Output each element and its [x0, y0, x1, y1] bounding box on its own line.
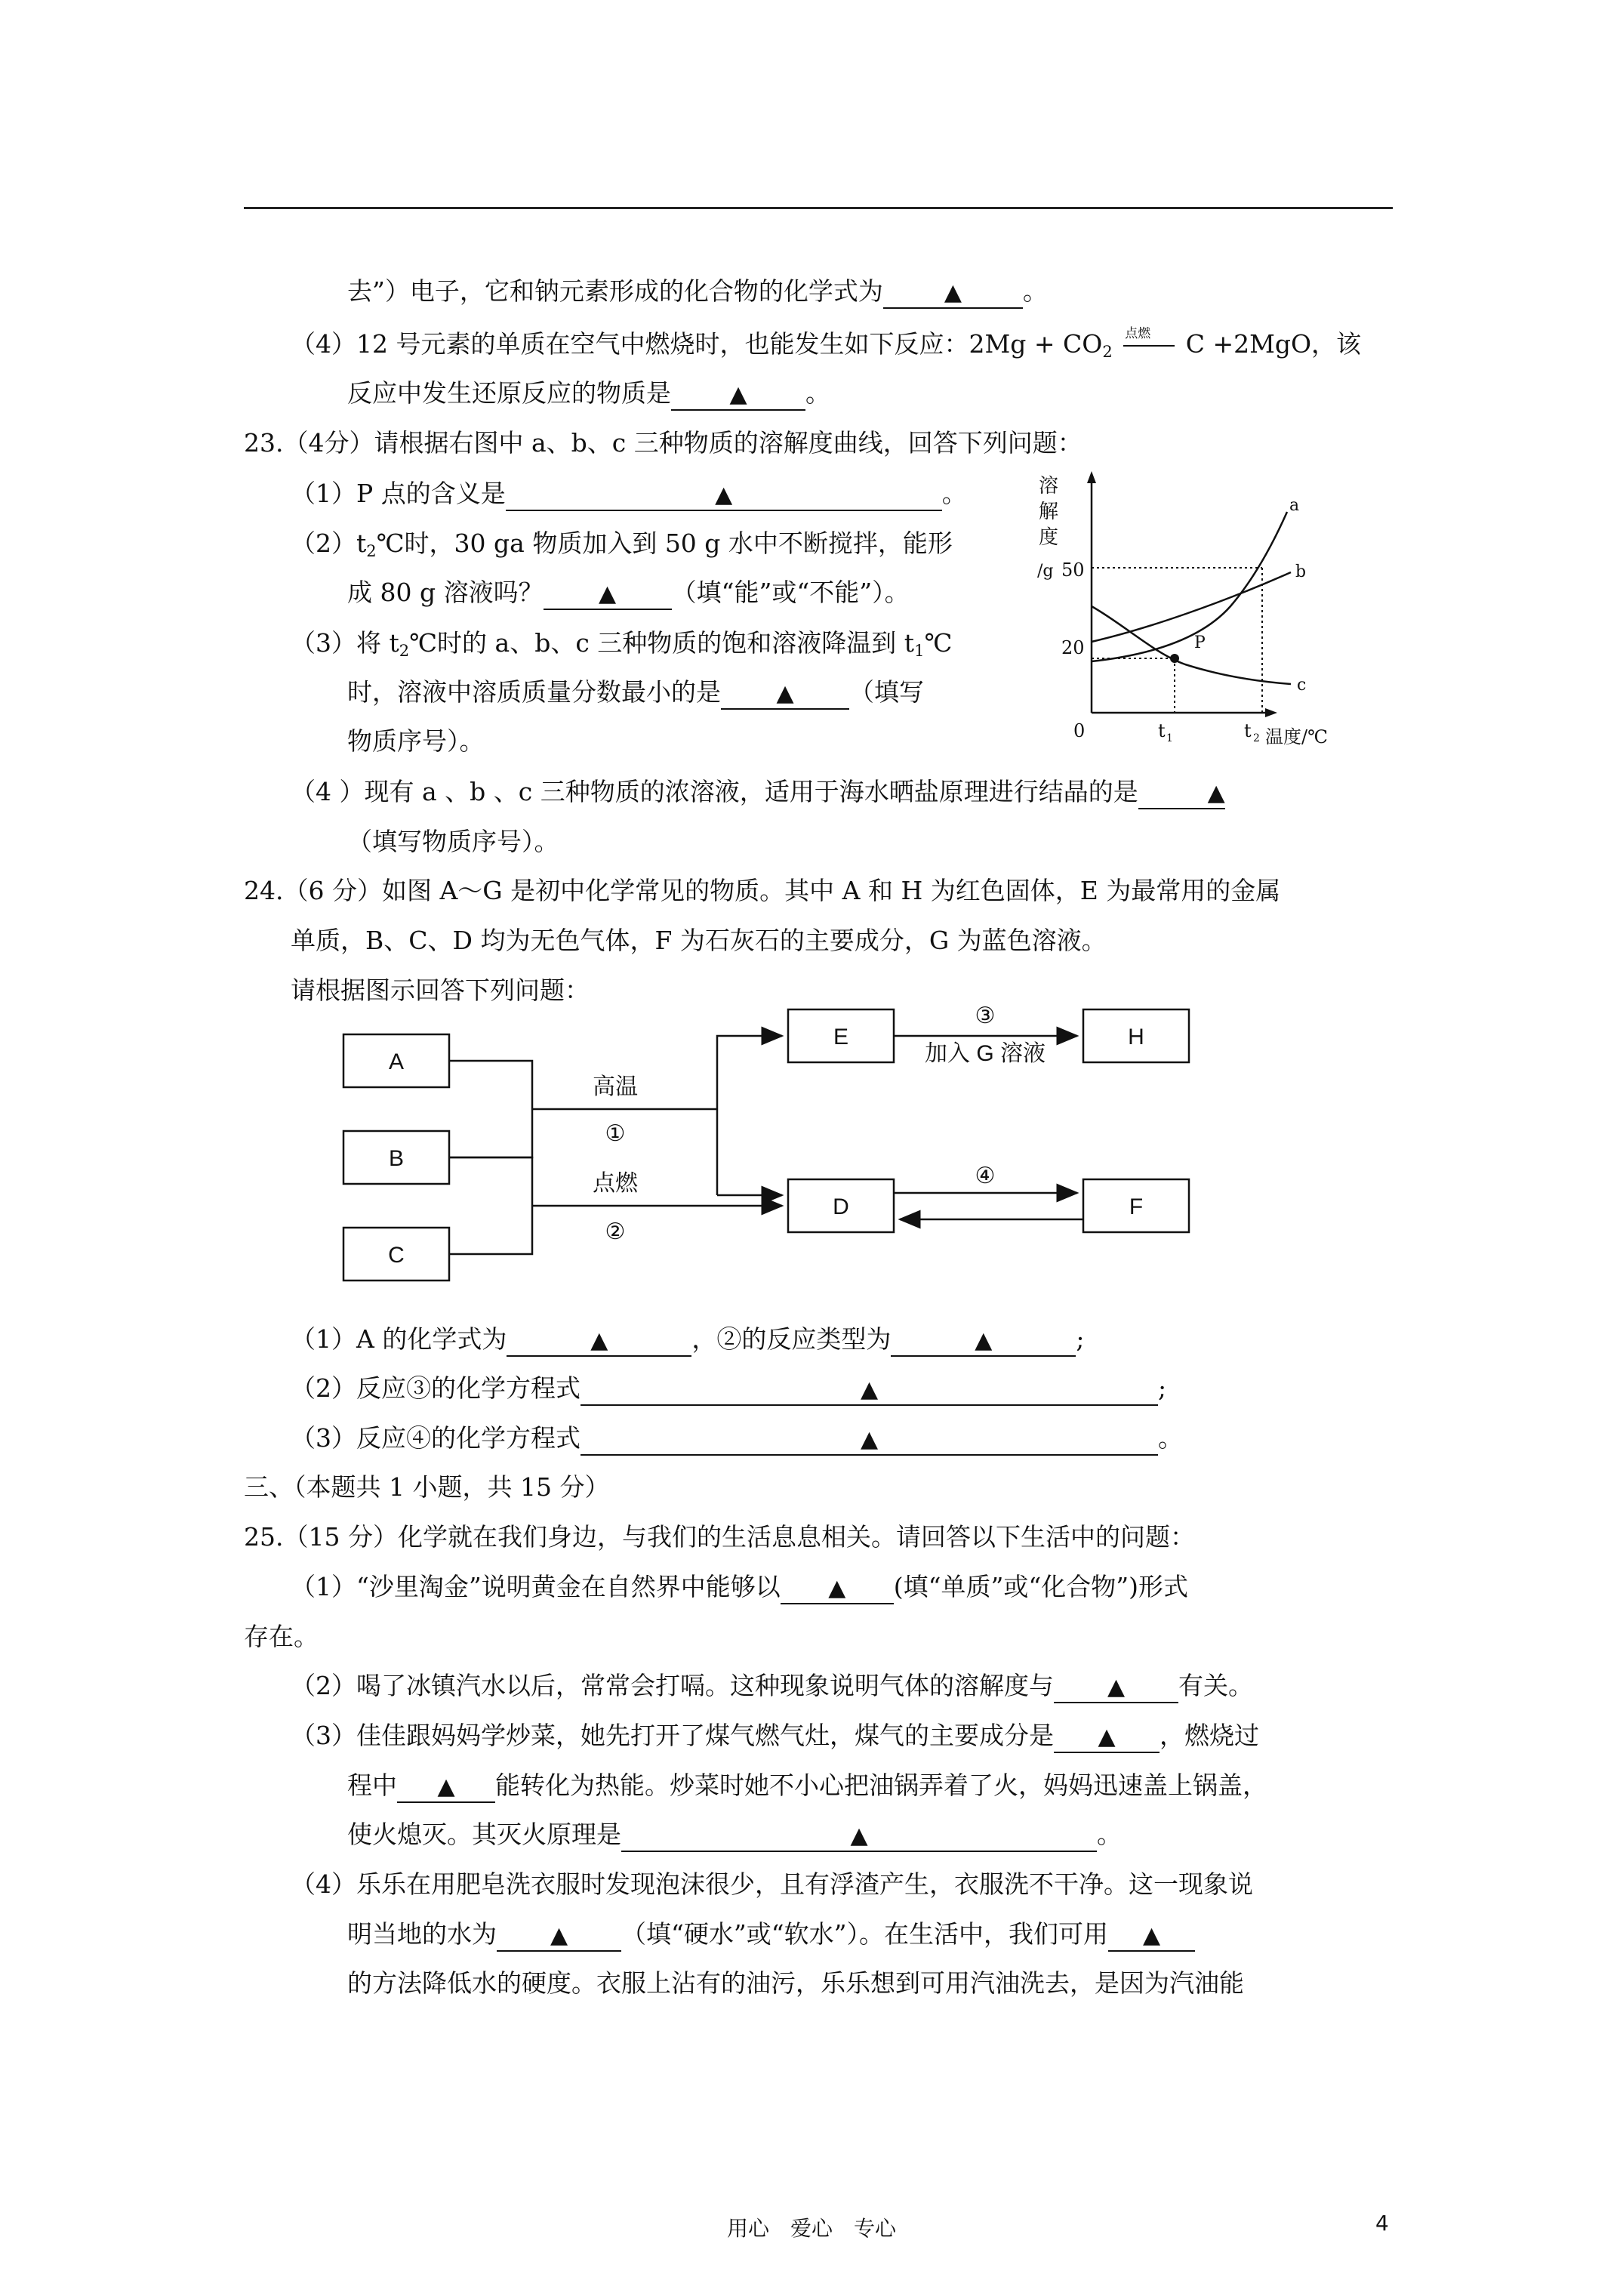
condition-label: 点燃 — [593, 1171, 638, 1196]
reaction-number: ② — [605, 1219, 626, 1244]
page-number: 4 — [1375, 2211, 1389, 2236]
x-axis-arrow — [1265, 708, 1277, 717]
triangle-mark: ▲ — [828, 1575, 846, 1601]
answer-blank[interactable] — [891, 1325, 1076, 1357]
triangle-mark: ▲ — [850, 1823, 868, 1849]
subscript: 2 — [399, 642, 410, 660]
text-fragment: C +2MgO，该 — [1185, 329, 1362, 359]
text-line — [291, 1323, 1084, 1357]
text-fragment: （3）反应④的化学方程式 — [291, 1423, 581, 1453]
text-line — [347, 1818, 1122, 1852]
answer-blank[interactable] — [1108, 1920, 1195, 1952]
text-line — [291, 1422, 1183, 1456]
axis-label: 温度/℃ — [1265, 726, 1328, 747]
tick-label-sub: 1 — [1166, 732, 1173, 744]
chart-y-label: 度 — [1039, 526, 1059, 549]
chart-y-label: 溶 — [1039, 475, 1059, 498]
text-fragment: ，燃烧过 — [1160, 1721, 1259, 1750]
text-fragment: 明当地的水为 — [347, 1919, 497, 1949]
text-fragment: （1）A 的化学式为 — [291, 1324, 507, 1354]
connector — [449, 1157, 532, 1254]
text-line — [291, 627, 952, 667]
point-p — [1170, 654, 1179, 663]
connector — [449, 1061, 532, 1157]
text-line — [291, 775, 1225, 809]
question-25: 25.（15 分）化学就在我们身边，与我们的生活息息相关。请回答以下生活中的问题： — [244, 1522, 1195, 1552]
text-fragment: (填“单质”或“化合物”)形式 — [893, 1572, 1188, 1601]
text-line — [347, 275, 1048, 309]
text-fragment: 反应中发生还原反应的物质是 — [347, 378, 671, 408]
triangle-mark: ▲ — [550, 1922, 568, 1949]
text-fragment: （3）将 t — [291, 628, 399, 658]
text-fragment: ℃时的 a、b、c 三种物质的饱和溶液降温到 t — [409, 628, 915, 658]
box-label: D — [833, 1194, 849, 1219]
answer-blank[interactable] — [1054, 1672, 1178, 1703]
text-fragment: ，②的反应类型为 — [691, 1324, 892, 1354]
answer-blank[interactable] — [781, 1573, 894, 1604]
text-fragment: 去”）电子，它和钠元素形成的化合物的化学式为 — [347, 276, 883, 306]
answer-blank[interactable] — [581, 1424, 1158, 1456]
tick-label: 0 — [1073, 720, 1086, 741]
triangle-mark: ▲ — [729, 381, 747, 408]
triangle-mark: ▲ — [1207, 780, 1225, 806]
box-label: C — [388, 1243, 405, 1268]
text-fragment: 程中 — [347, 1771, 397, 1800]
solubility-chart — [1034, 467, 1389, 754]
page-footer: 用心 爱心 专心 — [726, 2216, 896, 2241]
text-fragment: ; — [1076, 1324, 1085, 1354]
text-fragment: （4 ）现有 a 、b 、c 三种物质的浓溶液，适用于海水晒盐原理进行结晶的是 — [291, 777, 1138, 806]
tick-label-sub: 2 — [1253, 732, 1260, 744]
triangle-mark: ▲ — [860, 1426, 879, 1453]
text-fragment: 能转化为热能。炒菜时她不小心把油锅弄着了火，妈妈迅速盖上锅盖， — [495, 1771, 1267, 1800]
triangle-mark: ▲ — [860, 1376, 879, 1403]
text-fragment: 使火熄灭。其灭火原理是 — [347, 1820, 621, 1849]
text-fragment: 。 — [1097, 1820, 1122, 1849]
text-fragment: 成 80 g 溶液吗？ — [347, 578, 544, 607]
text-line — [291, 328, 1361, 368]
text-fragment: （填“硬水”或“软水”）。在生活中，我们可用 — [621, 1919, 1108, 1949]
text-line: 的方法降低水的硬度。衣服上沾有的油污，乐乐想到可用汽油洗去，是因为汽油能 — [347, 1968, 1244, 1998]
text-line: 单质，B、C、D 均为无色气体，F 为石灰石的主要成分，G 为蓝色溶液。 — [291, 926, 1107, 955]
tick-label: t — [1158, 720, 1166, 741]
tick-label: 50 — [1061, 559, 1085, 581]
text-fragment: （填写 — [849, 677, 924, 707]
text-line — [291, 527, 953, 568]
text-fragment: （4）12 号元素的单质在空气中燃烧时，也能发生如下反应：2Mg + CO — [291, 329, 1103, 359]
text-line — [291, 1570, 1188, 1604]
box-label: B — [388, 1146, 405, 1171]
text-line — [347, 1918, 1195, 1952]
text-fragment: ℃ — [924, 628, 953, 658]
text-fragment: （3）佳佳跟妈妈学炒菜，她先打开了煤气燃气灶，煤气的主要成分是 — [291, 1721, 1054, 1750]
answer-blank[interactable] — [506, 479, 942, 511]
text-line — [347, 377, 830, 411]
text-fragment: （2）喝了冰镇汽水以后，常常会打嗝。这种现象说明气体的溶解度与 — [291, 1671, 1054, 1700]
condition-label: 高温 — [593, 1074, 638, 1099]
triangle-mark: ▲ — [1098, 1724, 1116, 1750]
text-fragment: （2）t — [291, 529, 367, 558]
section-heading: 三、（本题共 1 小题，共 15 分） — [244, 1472, 610, 1502]
chart-y-label: /g — [1037, 562, 1054, 581]
text-fragment: 时，溶液中溶质质量分数最小的是 — [347, 677, 721, 707]
subscript: 1 — [914, 642, 925, 660]
triangle-mark: ▲ — [944, 279, 962, 306]
text-fragment: ℃时，30 ga 物质加入到 50 g 水中不断搅拌，能形 — [376, 529, 953, 558]
box-label: F — [1129, 1194, 1144, 1219]
header-rule — [244, 207, 1393, 209]
text-fragment: 有关。 — [1178, 1671, 1253, 1700]
text-fragment: 。 — [1022, 276, 1048, 306]
answer-blank[interactable] — [507, 1325, 691, 1357]
text-line: 存在。 — [244, 1622, 319, 1651]
question-24: 24.（6 分）如图 A～G 是初中化学常见的物质。其中 A 和 H 为红色固体，E 为最常用的金属 — [244, 876, 1281, 905]
triangle-mark: ▲ — [1142, 1922, 1161, 1949]
box-label: A — [388, 1049, 405, 1074]
reaction-number: ④ — [975, 1163, 996, 1188]
text-fragment: （1）“沙里淘金”说明黄金在自然界中能够以 — [291, 1572, 781, 1601]
text-fragment: 。 — [1158, 1423, 1183, 1453]
text-fragment: （2）反应③的化学方程式 — [291, 1373, 581, 1403]
triangle-mark: ▲ — [1107, 1674, 1126, 1700]
reaction-flow-diagram — [332, 993, 1193, 1302]
triangle-mark: ▲ — [590, 1327, 608, 1354]
answer-blank[interactable] — [1138, 778, 1225, 809]
text-fragment: （填“能”或“不能”）。 — [671, 578, 910, 607]
box-label: E — [833, 1025, 849, 1049]
tick-label: t — [1244, 720, 1252, 741]
triangle-mark: ▲ — [776, 680, 794, 707]
answer-blank[interactable] — [497, 1920, 621, 1952]
answer-blank[interactable] — [621, 1820, 1097, 1852]
text-line — [291, 1669, 1253, 1703]
triangle-mark: ▲ — [437, 1774, 455, 1800]
answer-blank[interactable] — [721, 678, 849, 710]
y-axis-arrow — [1087, 471, 1096, 483]
box-label: H — [1128, 1025, 1144, 1049]
answer-blank[interactable] — [1054, 1721, 1160, 1753]
triangle-mark: ▲ — [975, 1327, 993, 1354]
question-23: 23.（4分）请根据右图中 a、b、c 三种物质的溶解度曲线，回答下列问题： — [244, 428, 1083, 458]
subscript: 2 — [1102, 343, 1113, 361]
subscript: 2 — [366, 542, 377, 560]
text-line: 请根据图示回答下列问题： — [291, 975, 590, 1005]
text-line — [347, 676, 924, 710]
answer-blank[interactable] — [397, 1771, 495, 1803]
answer-blank[interactable] — [671, 379, 805, 411]
text-line: （4）乐乐在用肥皂洗衣服时发现泡沫很少，且有浮渣产生，衣服洗不干净。这一现象说 — [291, 1869, 1253, 1899]
text-line — [291, 477, 967, 511]
reaction-condition: 点燃 — [1125, 326, 1151, 341]
text-line — [291, 1719, 1259, 1753]
reaction-number: ① — [605, 1121, 626, 1146]
curve-label-c: c — [1297, 676, 1307, 695]
answer-blank[interactable] — [883, 277, 1023, 309]
text-fragment: 。 — [805, 378, 830, 408]
answer-blank[interactable] — [544, 578, 672, 610]
text-line: 物质序号）。 — [347, 726, 485, 756]
text-line — [347, 576, 910, 610]
tick-label: 20 — [1061, 637, 1085, 658]
answer-blank[interactable] — [581, 1374, 1158, 1406]
curve-b — [1092, 572, 1291, 642]
text-fragment: ; — [1158, 1373, 1167, 1403]
text-fragment: （1）P 点的含义是 — [291, 479, 506, 508]
chart-y-label: 解 — [1039, 501, 1059, 523]
curve-label-a: a — [1289, 496, 1300, 515]
text-line — [347, 1769, 1267, 1803]
arrow-to-e — [717, 1036, 782, 1195]
reaction-arrow — [1120, 328, 1178, 361]
curve-c — [1092, 606, 1291, 684]
triangle-mark: ▲ — [715, 482, 733, 508]
text-line — [291, 1372, 1166, 1406]
text-fragment: 。 — [941, 479, 967, 508]
triangle-mark: ▲ — [599, 581, 617, 607]
point-label-p: P — [1194, 633, 1206, 652]
curve-label-b: b — [1295, 562, 1307, 581]
condition-label: 加入 G 溶液 — [924, 1041, 1046, 1066]
text-line: （填写物质序号）。 — [347, 827, 559, 856]
reaction-number: ③ — [975, 1003, 996, 1028]
